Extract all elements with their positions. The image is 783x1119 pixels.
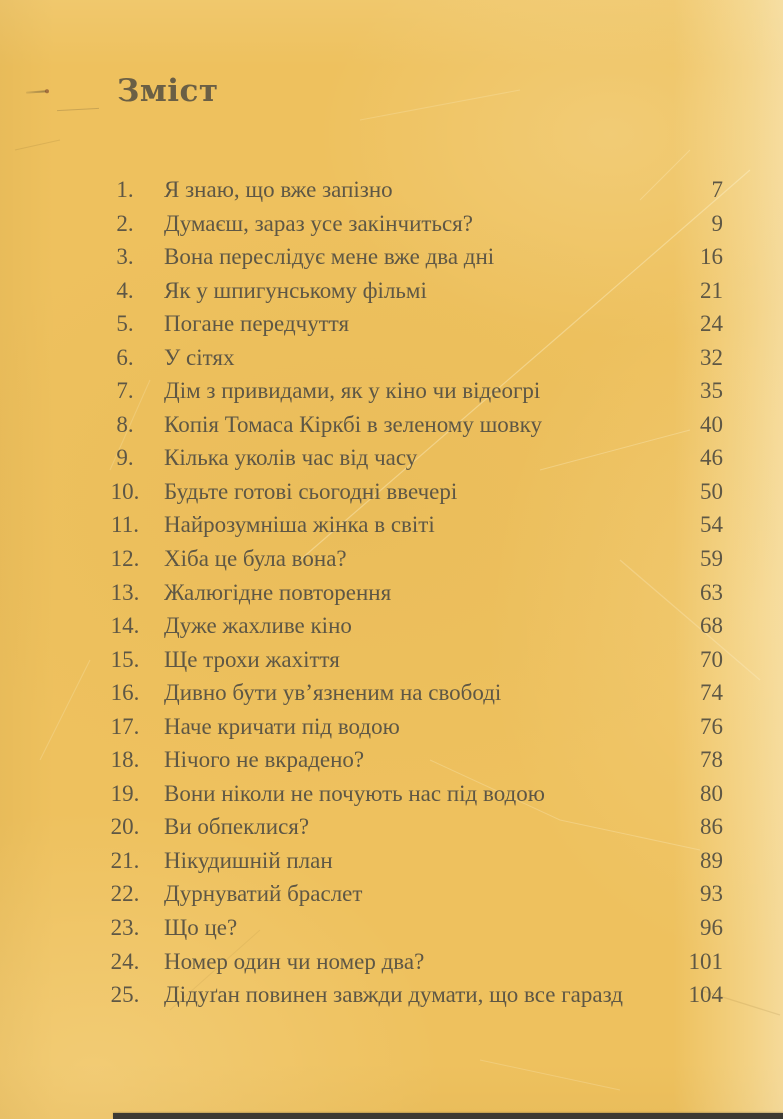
- toc-row: [103, 710, 723, 744]
- toc-item-number: 4.: [116, 277, 134, 303]
- toc-item-title: Кілька уколів час від часу: [164, 445, 418, 471]
- toc-item-number: 2.: [116, 210, 134, 236]
- toc-row: [103, 676, 723, 710]
- toc-item-number: 16.: [110, 680, 140, 706]
- toc-item-page: 68: [700, 613, 723, 639]
- toc-item-title: Дурнуватий браслет: [164, 881, 363, 907]
- toc-item-page: 74: [700, 680, 723, 706]
- toc-item-number: 23.: [110, 915, 140, 941]
- toc-list: [103, 173, 723, 1012]
- toc-item-page: 80: [700, 780, 723, 806]
- toc-item-number: 21.: [110, 847, 140, 873]
- toc-row: [103, 945, 723, 979]
- toc-row: [103, 341, 723, 375]
- toc-item-title: Копія Томаса Кіркбі в зеленому шовку: [164, 411, 543, 437]
- toc-item-page: 59: [700, 546, 723, 572]
- toc-row: [103, 508, 723, 542]
- toc-row: [103, 643, 723, 677]
- toc-item-title: Дуже жахливе кіно: [164, 613, 352, 639]
- toc-item-number: 10.: [110, 478, 140, 504]
- toc-item-title: Думаєш, зараз усе закінчиться?: [164, 210, 473, 236]
- toc-item-page: 40: [700, 411, 723, 437]
- toc-row: [103, 307, 723, 341]
- toc-row: [103, 408, 723, 442]
- toc-item-page: 101: [688, 948, 723, 974]
- page-title: Зміст: [117, 73, 219, 109]
- toc-item-number: 6.: [116, 344, 134, 370]
- toc-item-page: 21: [700, 277, 723, 303]
- toc-row: [103, 576, 723, 610]
- toc-item-number: 1.: [116, 177, 134, 202]
- toc-item-title: Наче кричати під водою: [164, 713, 400, 739]
- toc-row: [103, 810, 723, 844]
- toc-item-number: 14.: [110, 613, 140, 639]
- toc-item-page: 104: [688, 982, 723, 1008]
- toc-item-number: 13.: [110, 579, 140, 605]
- toc-item-number: 15.: [110, 646, 140, 672]
- toc-item-title: Дивно бути ув’язненим на свободі: [164, 680, 502, 706]
- toc-item-page: 7: [711, 177, 723, 202]
- toc-item-page: 86: [700, 814, 723, 840]
- toc-row: [103, 240, 723, 274]
- toc-item-number: 11.: [111, 512, 139, 538]
- toc-item-page: 78: [700, 747, 723, 773]
- toc-item-number: 25.: [110, 982, 140, 1008]
- toc-item-title: Будьте готові сьогодні ввечері: [164, 478, 458, 504]
- toc-item-number: 5.: [116, 311, 134, 337]
- toc-item-title: Номер один чи номер два?: [164, 948, 425, 974]
- toc-item-title: Дім з привидами, як у кіно чи відеогрі: [164, 378, 541, 404]
- toc-item-title: Нічого не вкрадено?: [164, 747, 365, 773]
- toc-item-number: 3.: [116, 244, 134, 270]
- toc-item-number: 17.: [110, 713, 140, 739]
- toc-row: [103, 978, 723, 1012]
- toc-row: [103, 274, 723, 308]
- toc-item-title: Вони ніколи не почують нас під водою: [164, 780, 545, 806]
- toc-item-title: Ви обпеклися?: [164, 814, 310, 840]
- toc-item-page: 89: [700, 847, 723, 873]
- toc-item-title: Я знаю, що вже запізно: [164, 177, 393, 202]
- toc-item-page: 9: [711, 210, 723, 236]
- toc-row: [103, 877, 723, 911]
- toc-item-title: Ще трохи жахіття: [164, 646, 340, 672]
- toc-row: [103, 777, 723, 811]
- toc-item-number: 12.: [110, 546, 140, 572]
- toc-item-title: Що це?: [164, 915, 238, 941]
- toc-item-number: 24.: [110, 948, 140, 974]
- toc-item-number: 7.: [116, 378, 134, 404]
- stray-ink-mark: [26, 90, 46, 93]
- toc-item-title: Погане передчуття: [164, 311, 350, 337]
- toc-item-page: 76: [700, 713, 723, 739]
- toc-row: [103, 844, 723, 878]
- toc-row: [103, 173, 723, 207]
- stray-scratch-mark: [57, 108, 99, 111]
- toc-item-page: 46: [700, 445, 723, 471]
- toc-row: [103, 374, 723, 408]
- toc-item-page: 70: [700, 646, 723, 672]
- toc-row: [103, 609, 723, 643]
- toc-item-page: 16: [700, 244, 723, 270]
- toc-item-number: 22.: [110, 881, 140, 907]
- toc-item-number: 8.: [116, 411, 134, 437]
- toc-row: [103, 911, 723, 945]
- toc-row: [103, 475, 723, 509]
- toc-row: [103, 542, 723, 576]
- toc-row: [103, 441, 723, 475]
- toc-item-title: Хіба це була вона?: [164, 546, 347, 572]
- scan-edge-bar: [113, 1113, 783, 1119]
- toc-item-number: 9.: [116, 445, 134, 471]
- toc-item-page: 32: [700, 344, 723, 370]
- toc-item-page: 50: [700, 478, 723, 504]
- toc-item-title: Найрозумніша жінка в світі: [164, 512, 435, 538]
- toc-item-number: 18.: [110, 747, 140, 773]
- toc-row: [103, 743, 723, 777]
- toc-item-title: Вона переслідує мене вже два дні: [164, 244, 495, 270]
- toc-item-page: 63: [700, 579, 723, 605]
- toc-item-page: 24: [700, 311, 723, 337]
- toc-item-page: 35: [700, 378, 723, 404]
- toc-item-title: У сітях: [164, 344, 235, 370]
- toc-item-number: 20.: [110, 814, 140, 840]
- toc-item-title: Жалюгідне повторення: [164, 579, 392, 605]
- toc-row: [103, 207, 723, 241]
- toc-item-page: 96: [700, 915, 723, 941]
- toc-item-title: Дідуґан повинен завжди думати, що все гаразд: [164, 982, 623, 1008]
- toc-item-title: Нікудишній план: [164, 847, 333, 873]
- toc-item-page: 54: [700, 512, 723, 538]
- toc-item-title: Як у шпигунському фільмі: [164, 277, 427, 303]
- toc-item-number: 19.: [110, 780, 140, 806]
- toc-item-page: 93: [700, 881, 723, 907]
